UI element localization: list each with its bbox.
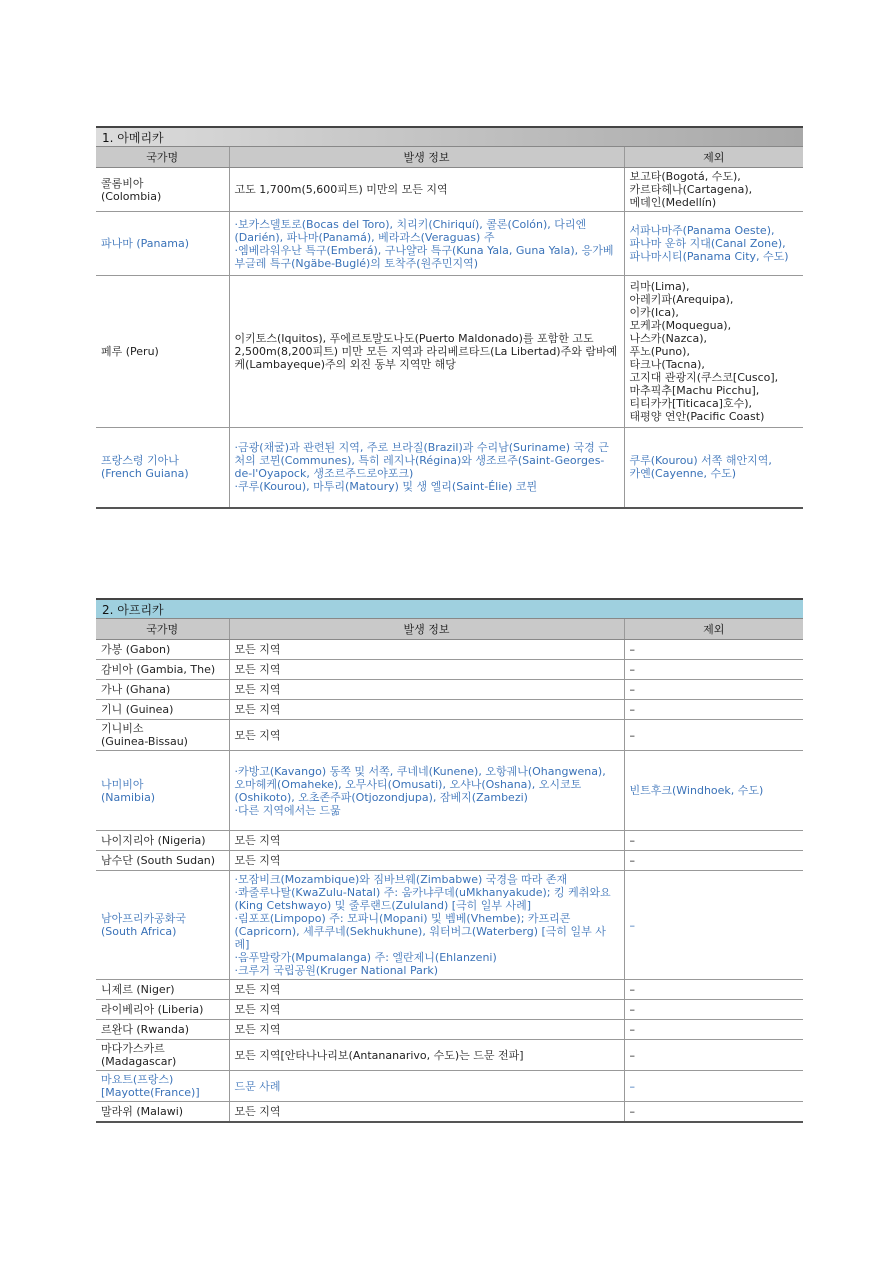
header-occurrence: 발생 정보 xyxy=(229,147,624,168)
exclusion-cell: – xyxy=(624,851,803,871)
country-cell: 파나마 (Panama) xyxy=(96,212,229,276)
country-cell: 콜롬비아 (Colombia) xyxy=(96,168,229,212)
occurrence-line: ·콰줄루나탈(KwaZulu-Natal) 주: 움카냐쿠데(uMkhanyakude); 킹 케취와요(King Cetshwayo) 및 줄루랜드(Zululand) [극히 일부 사례] xyxy=(234,886,611,912)
exclusion-cell: – xyxy=(624,1102,803,1122)
occurrence-cell xyxy=(229,680,624,700)
table-row xyxy=(96,1000,803,1020)
table-row xyxy=(96,1020,803,1040)
table-row xyxy=(96,640,803,660)
exclusion-cell: – xyxy=(624,1040,803,1071)
exclusion-cell: 서파나마주(Panama Oeste), 파나마 운하 지대(Canal Zone), 파나마시티(Panama City, 수도) xyxy=(624,212,803,276)
exclusion-cell: – xyxy=(624,1071,803,1102)
country-cell: 프랑스령 기아나 (French Guiana) xyxy=(96,428,229,508)
occurrence-line: 모든 지역 xyxy=(234,683,281,696)
occurrence-line: 모든 지역 xyxy=(234,643,281,656)
occurrence-cell xyxy=(229,871,624,980)
occurrence-cell xyxy=(229,1020,624,1040)
table-row xyxy=(96,168,803,212)
occurrence-cell xyxy=(229,1000,624,1020)
country-cell: 말라위 (Malawi) xyxy=(96,1102,229,1122)
country-cell: 마요트(프랑스) [Mayotte(France)] xyxy=(96,1071,229,1102)
exclusion-cell: – xyxy=(624,980,803,1000)
americas-table-body xyxy=(96,168,803,508)
table-row xyxy=(96,1040,803,1071)
occurrence-cell xyxy=(229,212,624,276)
americas-header-row xyxy=(96,147,803,168)
africa-header-row xyxy=(96,619,803,640)
country-cell: 르완다 (Rwanda) xyxy=(96,1020,229,1040)
occurrence-line: ·림포포(Limpopo) 주: 모파니(Mopani) 및 벰베(Vhembe); 카프리콘(Capricorn), 세쿠쿠네(Sekhukhune), 워터버그(Waterberg) [극히 일부 사례] xyxy=(234,912,606,951)
occurrence-line: 드문 사례 xyxy=(234,1079,281,1093)
occurrence-line: ·금광(채굴)과 관련된 지역, 주로 브라질(Brazil)과 수리남(Suriname) 국경 근처의 코뮌(Communes), 특히 레지나(Régina)와 생조르주(Saint-Georges-de-l'Oyapock, 생조르주드로야포크) xyxy=(234,441,609,481)
exclusion-cell: – xyxy=(624,1000,803,1020)
table-row xyxy=(96,751,803,831)
exclusion-cell: – xyxy=(624,660,803,680)
exclusion-cell: – xyxy=(624,640,803,660)
occurrence-cell xyxy=(229,700,624,720)
africa-table-body xyxy=(96,640,803,1122)
occurrence-line: ·크루거 국립공원(Kruger National Park) xyxy=(234,964,439,977)
occurrence-line: 모든 지역 xyxy=(234,854,281,867)
country-cell: 나이지리아 (Nigeria) xyxy=(96,831,229,851)
occurrence-line: 모든 지역 xyxy=(234,1104,281,1118)
occurrence-line: ·모잠비크(Mozambique)와 짐바브웨(Zimbabwe) 국경을 따라 존재 xyxy=(234,873,568,886)
header-exclusion: 제외 xyxy=(624,619,803,640)
table-row xyxy=(96,1071,803,1102)
table-row xyxy=(96,276,803,428)
occurrence-cell xyxy=(229,751,624,831)
occurrence-line: 고도 1,700m(5,600피트) 미만의 모든 지역 xyxy=(234,183,448,196)
occurrence-line: ·카방고(Kavango) 동쪽 및 서쪽, 쿠네네(Kunene), 오항궤나(Ohangwena), 오마헤케(Omaheke), 오무사티(Omusati), 오샤나(Oshana), 오시코토(Oshikoto), 오초존주파(Otjozondjupa), 잠베지(Zambezi) xyxy=(234,764,606,804)
occurrence-cell xyxy=(229,1071,624,1102)
table-row xyxy=(96,700,803,720)
country-cell: 라이베리아 (Liberia) xyxy=(96,1000,229,1020)
occurrence-line: 모든 지역 xyxy=(234,728,281,742)
country-cell: 페루 (Peru) xyxy=(96,276,229,428)
exclusion-cell: 쿠루(Kourou) 서쪽 해안지역, 카옌(Cayenne, 수도) xyxy=(624,428,803,508)
occurrence-line: ·다른 지역에서는 드묾 xyxy=(234,803,341,817)
table-row xyxy=(96,1102,803,1122)
country-cell: 남아프리카공화국 (South Africa) xyxy=(96,871,229,980)
occurrence-cell xyxy=(229,851,624,871)
country-cell: 가봉 (Gabon) xyxy=(96,640,229,660)
table-row xyxy=(96,851,803,871)
exclusion-cell: – xyxy=(624,680,803,700)
occurrence-line: 모든 지역 xyxy=(234,983,281,996)
header-occurrence: 발생 정보 xyxy=(229,619,624,640)
exclusion-cell: – xyxy=(624,720,803,751)
africa-section-title: 2. 아프리카 xyxy=(96,598,803,618)
occurrence-line: ·보카스델토로(Bocas del Toro), 치리키(Chiriquí), 콜론(Colón), 다리엔(Darién), 파나마(Panamá), 베라과스(Veraguas) 주 xyxy=(234,217,587,244)
americas-section-title: 1. 아메리카 xyxy=(96,126,803,146)
occurrence-cell xyxy=(229,168,624,212)
occurrence-line: ·쿠루(Kourou), 마투리(Matoury) 및 생 엘리(Saint-Élie) 코뮌 xyxy=(234,480,538,494)
occurrence-line: 모든 지역 xyxy=(234,663,281,676)
table-row xyxy=(96,871,803,980)
occurrence-cell xyxy=(229,276,624,428)
table-row xyxy=(96,660,803,680)
occurrence-line: ·엠베라워우난 특구(Emberá), 구나얄라 특구(Kuna Yala, Guna Yala), 응가베부글레 특구(Ngäbe-Buglé)의 토착주(원주민지역) xyxy=(234,243,614,270)
americas-table xyxy=(96,146,803,509)
africa-section xyxy=(96,598,803,1123)
exclusion-cell: – xyxy=(624,831,803,851)
exclusion-cell: 빈트후크(Windhoek, 수도) xyxy=(624,751,803,831)
occurrence-line: 모든 지역[안타나나리보(Antananarivo, 수도)는 드문 전파] xyxy=(234,1048,524,1062)
exclusion-cell: – xyxy=(624,1020,803,1040)
country-cell: 감비아 (Gambia, The) xyxy=(96,660,229,680)
country-cell: 나미비아 (Namibia) xyxy=(96,751,229,831)
occurrence-line: 모든 지역 xyxy=(234,1003,281,1016)
header-country: 국가명 xyxy=(96,619,229,640)
country-cell: 기니비소 (Guinea-Bissau) xyxy=(96,720,229,751)
table-row xyxy=(96,980,803,1000)
occurrence-line: 모든 지역 xyxy=(234,1023,281,1036)
country-cell: 니제르 (Niger) xyxy=(96,980,229,1000)
country-cell: 남수단 (South Sudan) xyxy=(96,851,229,871)
occurrence-cell xyxy=(229,660,624,680)
table-row xyxy=(96,720,803,751)
americas-section xyxy=(96,126,803,509)
occurrence-cell xyxy=(229,980,624,1000)
occurrence-cell xyxy=(229,831,624,851)
occurrence-line: 모든 지역 xyxy=(234,703,281,716)
table-row xyxy=(96,212,803,276)
country-cell: 마다가스카르 (Madagascar) xyxy=(96,1040,229,1071)
occurrence-cell xyxy=(229,428,624,508)
exclusion-cell: 보고타(Bogotá, 수도), 카르타헤나(Cartagena), 메데인(Medellín) xyxy=(624,168,803,212)
exclusion-cell: 리마(Lima), 아레키파(Arequipa), 이카(Ica), 모케과(Moquegua), 나스카(Nazca), 푸노(Puno), 타크나(Tacna), 고지대 관광지(쿠스코[Cusco], 마추픽추[Machu Picchu], 티티카카[Titicaca]호수), 태평양 연안(Pacific Coast) xyxy=(624,276,803,428)
occurrence-cell xyxy=(229,1040,624,1071)
table-row xyxy=(96,680,803,700)
africa-table xyxy=(96,618,803,1123)
country-cell: 가나 (Ghana) xyxy=(96,680,229,700)
table-row xyxy=(96,428,803,508)
country-cell: 기니 (Guinea) xyxy=(96,700,229,720)
header-country: 국가명 xyxy=(96,147,229,168)
occurrence-line: 모든 지역 xyxy=(234,834,281,847)
exclusion-cell: – xyxy=(624,700,803,720)
header-exclusion: 제외 xyxy=(624,147,803,168)
occurrence-line: 이키토스(Iquitos), 푸에르토말도나도(Puerto Maldonado)를 포함한 고도 2,500m(8,200피트) 미만 모든 지역과 라리베르타드(La Libertad)주와 람바예케(Lambayeque)주의 외진 동부 지역만 해당 xyxy=(234,332,618,371)
exclusion-cell: – xyxy=(624,871,803,980)
occurrence-cell xyxy=(229,1102,624,1122)
occurrence-cell xyxy=(229,720,624,751)
occurrence-cell xyxy=(229,640,624,660)
occurrence-line: ·음푸말랑가(Mpumalanga) 주: 엘란제니(Ehlanzeni) xyxy=(234,951,497,964)
table-row xyxy=(96,831,803,851)
